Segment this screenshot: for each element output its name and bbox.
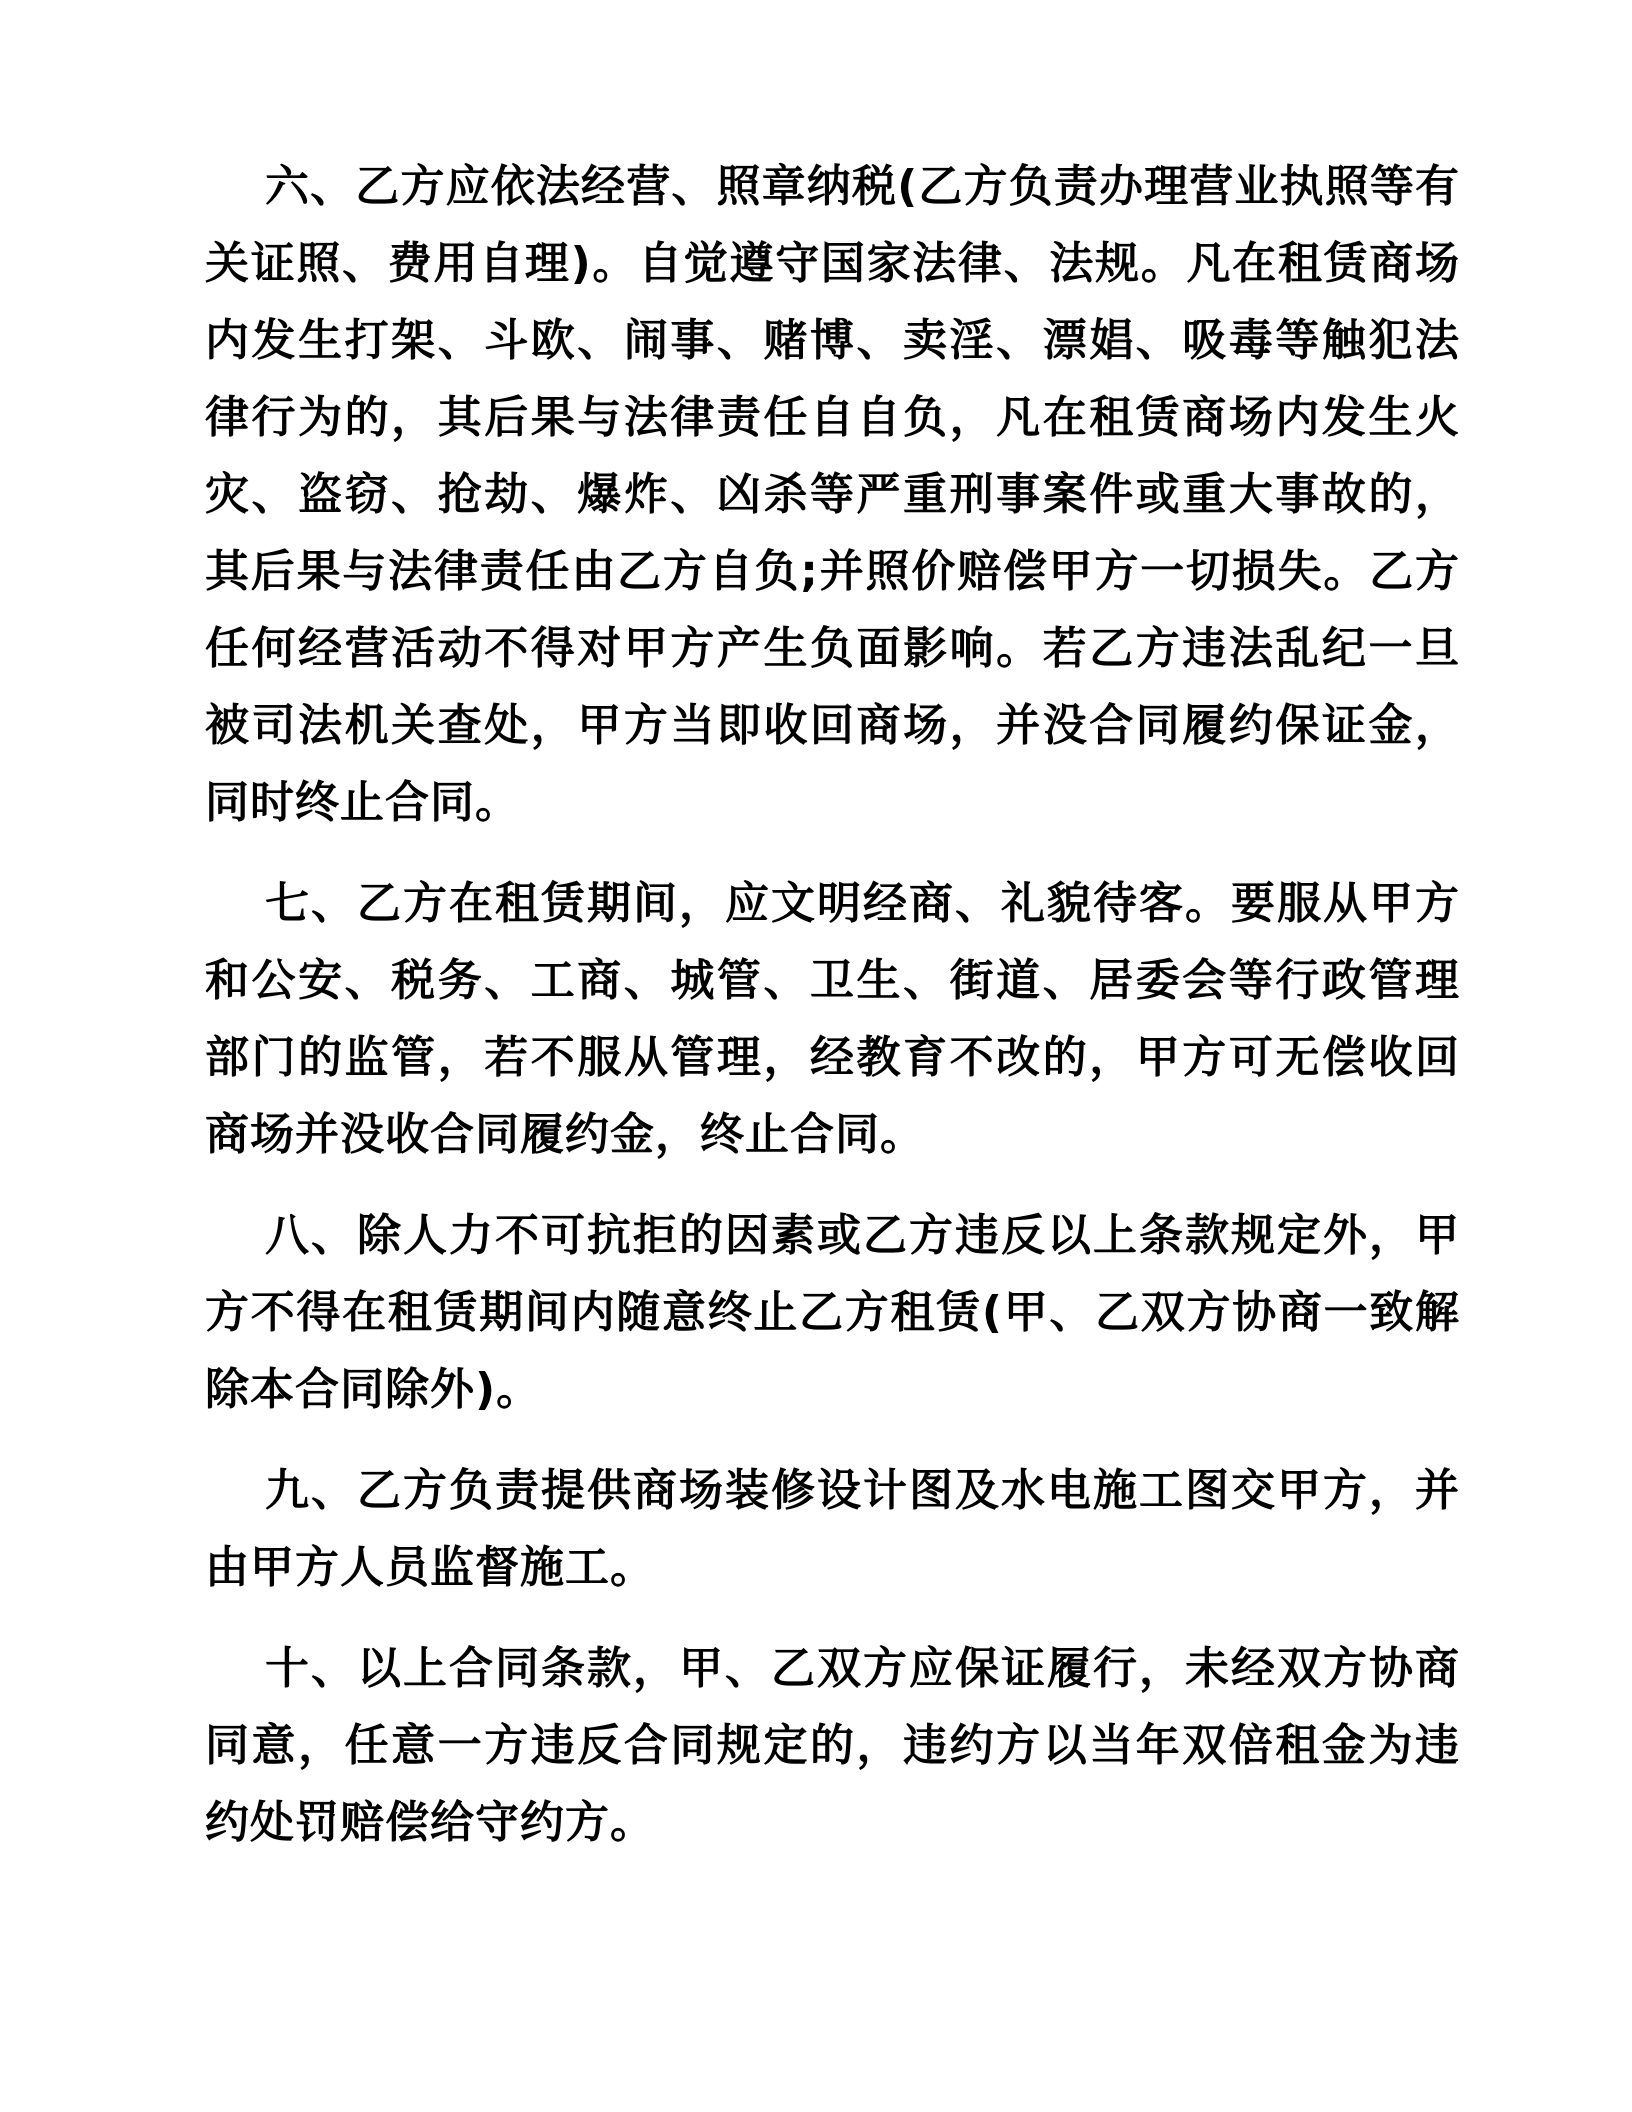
contract-clause-8: 八、除人力不可抗拒的因素或乙方违反以上条款规定外，甲方不得在租赁期间内随意终止乙方租赁(甲、乙双方协商一致解除本合同除外)。 xyxy=(205,1210,1460,1415)
contract-clause-7: 七、乙方在租赁期间，应文明经商、礼貌待客。要服从甲方和公安、税务、工商、城管、卫生、街道、居委会等行政管理部门的监管，若不服从管理，经教育不改的，甲方可无偿收回商场并没收合同履约金，终止合同。 xyxy=(205,878,1460,1160)
contract-clause-10: 十、以上合同条款，甲、乙双方应保证履行，未经双方协商同意，任意一方违反合同规定的，违约方以当年双倍租金为违约处罚赔偿给守约方。 xyxy=(205,1643,1460,1848)
contract-clause-9: 九、乙方负责提供商场装修设计图及水电施工图交甲方，并由甲方人员监督施工。 xyxy=(205,1465,1460,1593)
contract-clause-6: 六、乙方应依法经营、照章纳税(乙方负责办理营业执照等有关证照、费用自理)。自觉遵守国家法律、法规。凡在租赁商场内发生打架、斗欧、闹事、赌博、卖淫、漂娼、吸毒等触犯法律行为的，其后果与法律责任自自负，凡在租赁商场内发生火灾、盗窃、抢劫、爆炸、凶杀等严重刑事案件或重大事故的，其后果与法律责任由乙方自负;并照价赔偿甲方一切损失。乙方任何经营活动不得对甲方产生负面影响。若乙方违法乱纪一旦被司法机关查处，甲方当即收回商场，并没合同履约保证金，同时终止合同。 xyxy=(205,161,1460,828)
